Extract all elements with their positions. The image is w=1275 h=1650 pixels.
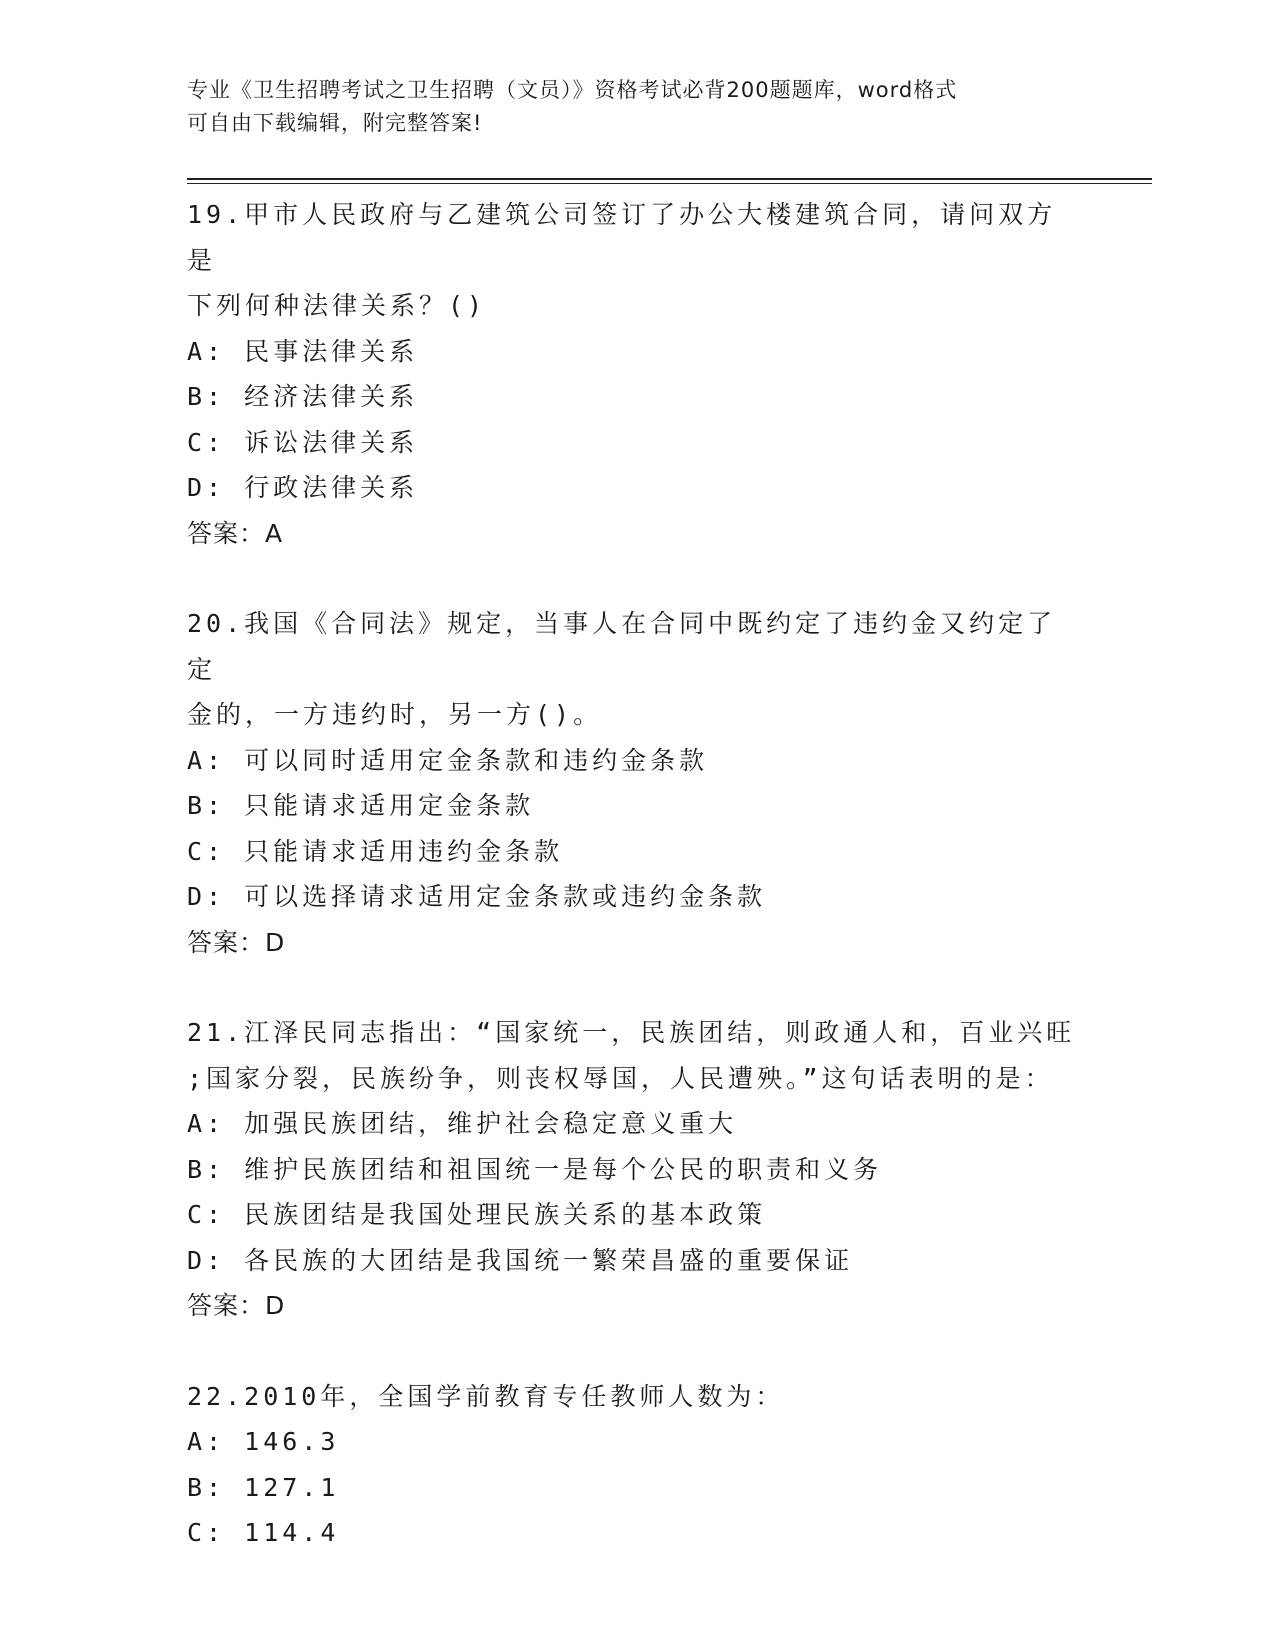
- question-stem-line: ;国家分裂，民族纷争，则丧权辱国，人民遭殃。”这句话表明的是：: [187, 1063, 1054, 1093]
- header-divider-thick: [187, 178, 1152, 180]
- question-stem: [187, 1010, 1082, 1101]
- answer: 答案：D: [187, 927, 286, 957]
- question-stem-line: 20.我国《合同法》规定，当事人在合同中既约定了违约金又约定了定: [187, 609, 1057, 684]
- question-stem-line: 21.江泽民同志指出：“国家统一，民族团结，则政通人和，百业兴旺: [187, 1018, 1076, 1047]
- header-line-2: 可自由下载编辑，附完整答案!: [187, 111, 483, 135]
- option-d: D: 可以选择请求适用定金条款或违约金条款: [187, 882, 767, 911]
- question-stem: [187, 192, 1082, 329]
- option-c: C: 只能请求适用违约金条款: [187, 836, 564, 866]
- option-a: A: 民事法律关系: [187, 336, 419, 366]
- document-header: [187, 74, 1077, 140]
- option-b: B: 127.1: [187, 1472, 340, 1502]
- option-a: A: 可以同时适用定金条款和违约金条款: [187, 745, 709, 775]
- question-stem-line: 下列何种法律关系？(): [187, 291, 487, 320]
- option-b: B: 经济法律关系: [187, 382, 419, 411]
- header-line-1: 专业《卫生招聘考试之卫生招聘（文员）》资格考试必背200题题库，word格式: [187, 78, 958, 102]
- option-c: C: 民族团结是我国处理民族关系的基本政策: [187, 1200, 767, 1229]
- question-stem-line: 22.2010年，全国学前教育专任教师人数为：: [187, 1381, 785, 1411]
- question-list: [187, 192, 1087, 1601]
- option-c: C: 114.4: [187, 1518, 340, 1547]
- option-c: C: 诉讼法律关系: [187, 427, 419, 457]
- option-b: B: 只能请求适用定金条款: [187, 791, 535, 820]
- question-19: [187, 192, 1087, 556]
- option-b: B: 维护民族团结和祖国统一是每个公民的职责和义务: [187, 1154, 883, 1184]
- question-stem: [187, 601, 1082, 738]
- option-a: A: 加强民族团结，维护社会稳定意义重大: [187, 1109, 738, 1138]
- option-d: D: 行政法律关系: [187, 473, 419, 502]
- question-stem-line: 19.甲市人民政府与乙建筑公司签订了办公大楼建筑合同，请问双方是: [187, 200, 1057, 275]
- answer: 答案：A: [187, 518, 284, 548]
- header-divider-thin: [187, 183, 1152, 184]
- question-20: [187, 601, 1087, 965]
- option-a: A: 146.3: [187, 1427, 340, 1456]
- question-stem-line: 金的，一方违约时，另一方()。: [187, 700, 603, 729]
- question-22: [187, 1374, 1087, 1556]
- answer: 答案：D: [187, 1291, 286, 1320]
- question-stem: [187, 1374, 1082, 1420]
- question-21: [187, 1010, 1087, 1329]
- option-d: D: 各民族的大团结是我国统一繁荣昌盛的重要保证: [187, 1245, 854, 1275]
